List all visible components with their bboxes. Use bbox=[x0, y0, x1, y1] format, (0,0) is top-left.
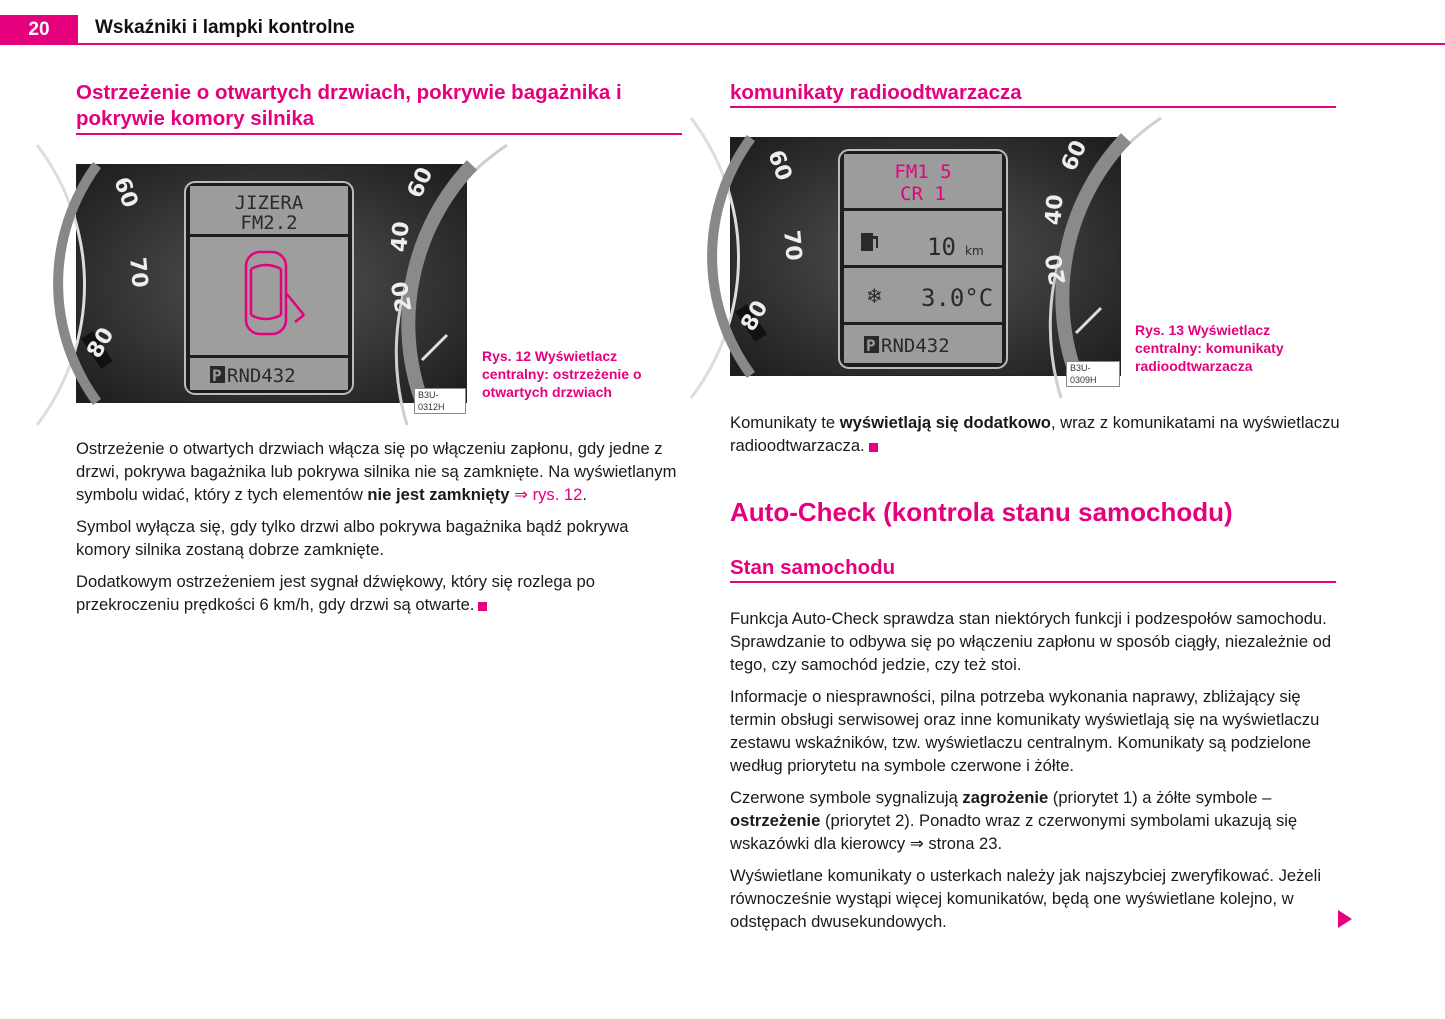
figure-12-caption-line1: Rys. 12 Wyświetlacz bbox=[482, 348, 618, 364]
figure-13-caption-line1: Rys. 13 Wyświetlacz bbox=[1135, 322, 1271, 338]
right-gauge-label-20: 20 bbox=[387, 279, 418, 314]
figure-12-reference-link[interactable]: ⇒ rys. 12 bbox=[509, 485, 583, 504]
instrument-cluster-radio-image bbox=[731, 138, 1120, 375]
right-paragraph-2: Funkcja Auto-Check sprawdza stan niektórych funkcji i podzespołów samochodu. Sprawdzanie to odbywa się po włączeniu zapłonu w sposób ciągły, niezależnie od tego, czy samochód jedzie, czy też stoi. bbox=[730, 609, 1332, 674]
right-body-text bbox=[730, 607, 1340, 942]
left-p1-bold: nie jest zamknięty bbox=[367, 485, 510, 504]
right-gauge-label-40: 40 bbox=[387, 220, 415, 254]
r-gear-selector-text: RND432 bbox=[881, 335, 950, 357]
r-left-gauge-label-60: 60 bbox=[762, 146, 797, 185]
right-p4-text-a: Czerwone symbole sygnalizują bbox=[730, 788, 963, 807]
right-p1-text-b: , wraz z komunikatami na wyświetlaczu radioodtwarzacza. bbox=[730, 413, 1340, 455]
left-heading-rule bbox=[76, 133, 682, 135]
snowflake-icon: ❄ bbox=[866, 284, 883, 308]
figure-13-caption-line3: radioodtwarzacza bbox=[1135, 358, 1253, 374]
left-p1-text: Ostrzeżenie o otwartych drzwiach włącza się po włączeniu zapłonu, gdy jedne z drzwi, pokrywa bagażnika lub pokrywa silnika nie są zamknięte. Na wyświetlanym symbolu widać, który z tych elementów bbox=[76, 439, 677, 504]
left-gauge-label-80: 80 bbox=[82, 323, 120, 363]
figure-12-caption-line3: otwartych drzwiach bbox=[482, 384, 612, 400]
figure-13-radio-messages bbox=[730, 136, 1121, 385]
r-right-gauge-label-60: 60 bbox=[1056, 136, 1093, 175]
left-paragraph-1 bbox=[76, 437, 684, 506]
right-p4-bold-warning: ostrzeżenie bbox=[730, 811, 821, 830]
r-gear-p-indicator: P bbox=[866, 336, 876, 355]
display-station-band: FM2.2 bbox=[240, 212, 298, 234]
left-paragraph-3 bbox=[76, 570, 684, 616]
display-range-unit: km bbox=[965, 244, 984, 258]
left-section-heading bbox=[76, 80, 682, 132]
display-radio-cr: CR 1 bbox=[900, 183, 946, 205]
left-gauge-label-60: 60 bbox=[108, 173, 143, 212]
left-heading-line1: Ostrzeżenie o otwartych drzwiach, pokrywie bagażnika i bbox=[76, 81, 622, 104]
figure-13-caption bbox=[1135, 321, 1335, 375]
left-body-text bbox=[76, 437, 684, 625]
r-left-gauge-label-80: 80 bbox=[736, 296, 774, 336]
right-p1-bold: wyświetlają się dodatkowo bbox=[839, 413, 1051, 432]
left-p1-end: . bbox=[582, 485, 587, 504]
left-gauge-label-70: 70 bbox=[124, 256, 152, 289]
next-page-arrow-icon[interactable] bbox=[1338, 910, 1352, 928]
end-of-section-marker bbox=[478, 602, 487, 611]
vehicle-status-rule bbox=[730, 581, 1336, 583]
right-paragraph-1 bbox=[730, 411, 1340, 457]
figure-13-caption-line2: centralny: komunikaty bbox=[1135, 340, 1284, 356]
left-p3-text: Dodatkowym ostrzeżeniem jest sygnał dźwiękowy, który się rozlega po przekroczeniu prędkości 6 km/h, gdy drzwi są otwarte. bbox=[76, 572, 595, 614]
end-of-section-marker bbox=[869, 443, 878, 452]
right-p4-text-b: (priorytet 1) a żółte symbole – bbox=[1048, 788, 1272, 807]
instrument-cluster-door-image bbox=[77, 165, 466, 402]
page-number: 20 bbox=[0, 15, 78, 45]
figure-13-image-code: B3U-0309H bbox=[1066, 361, 1120, 387]
gear-p-indicator: P bbox=[212, 366, 222, 385]
right-p1-text-a: Komunikaty te bbox=[730, 413, 840, 432]
running-header-title: Wskaźniki i lampki kontrolne bbox=[95, 17, 355, 38]
display-outside-temperature: 3.0°C bbox=[921, 284, 994, 312]
display-station-name: JIZERA bbox=[234, 192, 304, 214]
right-p4-bold-danger: zagrożenie bbox=[962, 788, 1049, 807]
right-gauge-label-60: 60 bbox=[402, 163, 439, 202]
display-range-value: 10 bbox=[927, 233, 956, 261]
r-left-gauge-label-70: 70 bbox=[778, 229, 806, 262]
vehicle-status-heading: Stan samochodu bbox=[730, 556, 896, 579]
r-right-gauge-label-20: 20 bbox=[1041, 252, 1072, 287]
r-right-gauge-label-40: 40 bbox=[1041, 193, 1069, 227]
header-rule bbox=[78, 43, 1445, 45]
right-paragraph-3: Informacje o niesprawności, pilna potrzeba wykonania naprawy, zbliżający się termin obsługi serwisowej oraz inne komunikaty wyświetlają się na wyświetlaczu zestawu wskaźników, tzw. wyświetlaczu centralnym. Komunikaty są podzielone według priorytetu na symbole czerwone i żółte. bbox=[730, 687, 1320, 775]
figure-12-caption bbox=[482, 347, 682, 401]
gear-selector-text: RND432 bbox=[227, 365, 296, 387]
display-radio-band: FM1 5 bbox=[894, 161, 952, 183]
left-heading-line2: pokrywie komory silnika bbox=[76, 107, 315, 130]
right-paragraph-4 bbox=[730, 786, 1340, 855]
right-section-heading: komunikaty radioodtwarzacza bbox=[730, 81, 1022, 104]
right-intro-text bbox=[730, 411, 1340, 466]
left-paragraph-2: Symbol wyłącza się, gdy tylko drzwi albo pokrywa bagażnika bądź pokrywa komory silnika zostaną dobrze zamknięte. bbox=[76, 517, 629, 559]
figure-12-caption-line2: centralny: ostrzeżenie o bbox=[482, 366, 642, 382]
figure-12-door-warning bbox=[76, 163, 467, 412]
right-paragraph-5: Wyświetlane komunikaty o usterkach należy jak najszybciej zweryfikować. Jeżeli równocześnie wystąpi więcej komunikatów, będą one wyświetlane kolejno, w odstępach dwusekundowych. bbox=[730, 866, 1322, 931]
right-p4-text-c: (priorytet 2). Ponadto wraz z czerwonymi symbolami ukazują się wskazówki dla kierowcy ⇒ strona 23. bbox=[730, 811, 1298, 853]
right-heading-rule bbox=[730, 106, 1336, 108]
figure-12-image-code: B3U-0312H bbox=[414, 388, 466, 414]
auto-check-heading: Auto-Check (kontrola stanu samochodu) bbox=[730, 497, 1233, 527]
